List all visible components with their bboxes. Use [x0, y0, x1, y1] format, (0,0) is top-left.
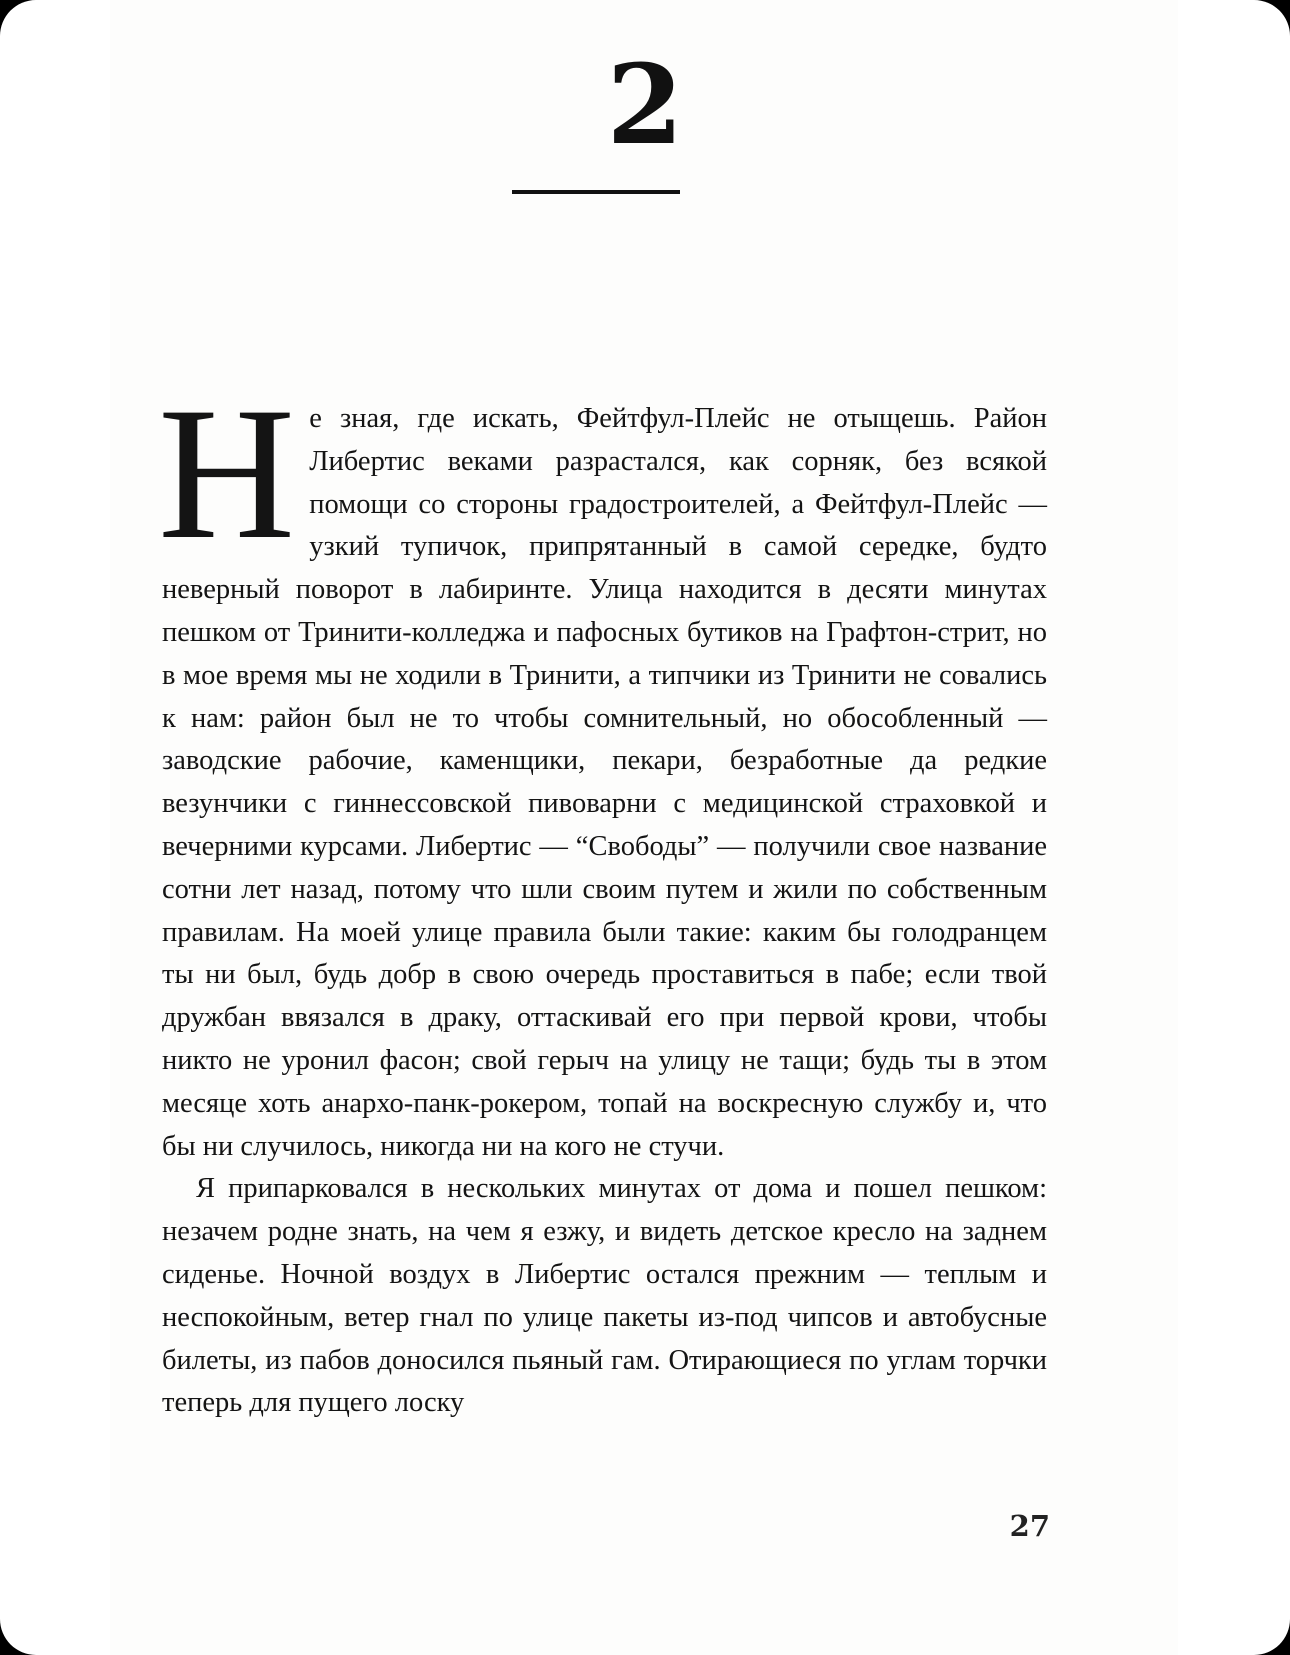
paragraph-1-text: е зная, где искать, Фейтфул-Плейс не отыщешь. Район Либертис веками разрастался, как сорняк, без всякой помощи со стороны градостроителей, а Фейтфул-Плейс — узкий тупичок, припрятанный в самой середке, будто неверный поворот в лабиринте. Улица находится в десяти минутах пешком от Тринити-колледжа и пафосных бутиков на Графтон-стрит, но в мое время мы не ходили в Тринити, а типчики из Тринити не совались к нам: район был не то чтобы сомнительный, но обособленный — заводские рабочие, каменщики, пекари, безработные да редкие везунчики с гиннессовской пивоварни с медицинской страховкой и вечерними курсами. Либертис — “Свободы” — получили свое название сотни лет назад, потому что шли своим путем и жили по собственным правилам. На моей улице правила были такие: каким бы голодранцем ты ни был, будь добр в свою очередь проставиться в пабе; если твой дружбан ввязался в драку, оттаскивай его при первой крови, чтобы никто не уронил фасон; свой герыч на улицу не тащи; будь ты в этом месяце хоть анархо-панк-рокером, топай на воскресную службу и, что бы ни случилось, никогда ни на кого не стучи. [162, 403, 1047, 1162]
chapter-number: 2 [606, 40, 684, 169]
drop-cap: Н [158, 369, 296, 579]
body-text [158, 369, 1047, 1425]
chapter-rule [512, 190, 680, 194]
paragraph-1 [158, 369, 1047, 1168]
page-number: 27 [1009, 1509, 1050, 1543]
paragraph-2: Я припарковался в нескольких минутах от дома и пошел пешком: незачем родне знать, на чем я езжу, и видеть детское кресло на заднем сиденье. Ночной воздух в Либертис остался прежним — теплым и неспокойным, ветер гнал по улице пакеты из-под чипсов и автобусные билеты, из пабов доносился пьяный гам. Отирающиеся по углам торчки теперь для пущего лоску [162, 1173, 1047, 1419]
